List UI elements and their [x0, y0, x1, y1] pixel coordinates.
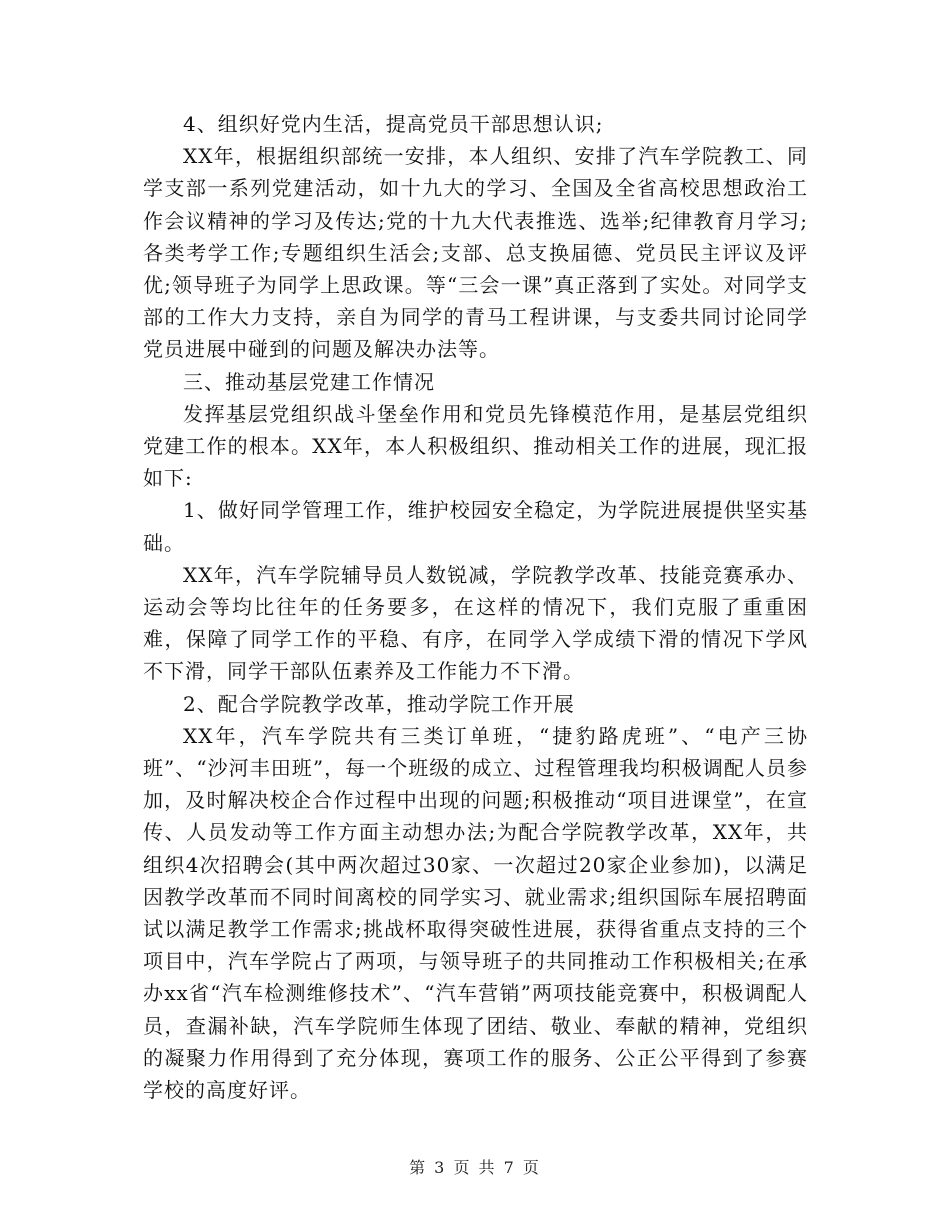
paragraph-teaching-reform: XX年，汽车学院共有三类订单班，“捷豹路虎班”、“电产三协班”、“沙河丰田班”，每一个班级的成立、过程管理我均积极调配人员参加，及时解决校企合作过程中出现的问题;积极推动“项目进课堂”，在宣传、人员发动等工作方面主动想办法;为配合学院教学改革，XX年，共组织4次招聘会(其中两次超过30家、一次超过20家企业参加)，以满足因教学改革而不同时间离校的同学实习、就业需求;组织国际车展招聘面试以满足教学工作需求;挑战杯取得突破性进展，获得省重点支持的三个项目中，汽车学院占了两项，与领导班子的共同推动工作积极相关;在承办xx省“汽车检测维修技术”、“汽车营销”两项技能竞赛中，积极调配人员，查漏补缺，汽车学院师生体现了团结、敬业、奉献的精神，党组织的凝聚力作用得到了充分体现，赛项工作的服务、公正公平得到了参赛学校的高度好评。	[143, 723, 808, 1103]
paragraph-heading-2: 2、配合学院教学改革，推动学院工作开展	[183, 691, 575, 716]
paragraph-student-management: XX年，汽车学院辅导员人数锐减，学院教学改革、技能竞赛承办、运动会等均比往年的任务要多，在这样的情况下，我们克服了重重困难，保障了同学工作的平稳、有序，在同学入学成绩下滑的情况下学风不下滑，同学干部队伍素养及工作能力不下滑。	[143, 562, 808, 684]
page-footer	[0, 1155, 950, 1178]
document-body	[143, 108, 808, 1106]
footer-prefix: 第	[409, 1158, 428, 1177]
footer-current-page: 3	[434, 1158, 447, 1177]
paragraph-party-activities: XX年，根据组织部统一安排，本人组织、安排了汽车学院教工、同学支部一系列党建活动，如十九大的学习、全国及全省高校思想政治工作会议精神的学习及传达;党的十九大代表推选、选举;纪律教育月学习;各类考学工作;专题组织生活会;支部、总支换届德、党员民主评议及评优;领导班子为同学上思政课。等“三会一课”真正落到了实处。对同学支部的工作大力支持，亲自为同学的青马工程讲课，与支委共同讨论同学党员进展中碰到的问题及解决办法等。	[143, 144, 808, 362]
paragraph-grassroots-intro: 发挥基层党组织战斗堡垒作用和党员先锋模范作用，是基层党组织党建工作的根本。XX年，本人积极组织、推动相关工作的进展，现汇报如下:	[143, 401, 808, 491]
footer-suffix: 页	[522, 1158, 541, 1177]
section-heading-3: 三、推动基层党建工作情况	[183, 369, 435, 394]
paragraph-heading-4: 4、组织好党内生活，提高党员干部思想认识;	[183, 112, 604, 136]
footer-total-pages: 7	[503, 1158, 516, 1177]
footer-middle: 页 共	[453, 1158, 497, 1177]
paragraph-heading-1: 1、做好同学管理工作，维护校园安全稳定，为学院进展提供坚实基础。	[143, 498, 808, 555]
